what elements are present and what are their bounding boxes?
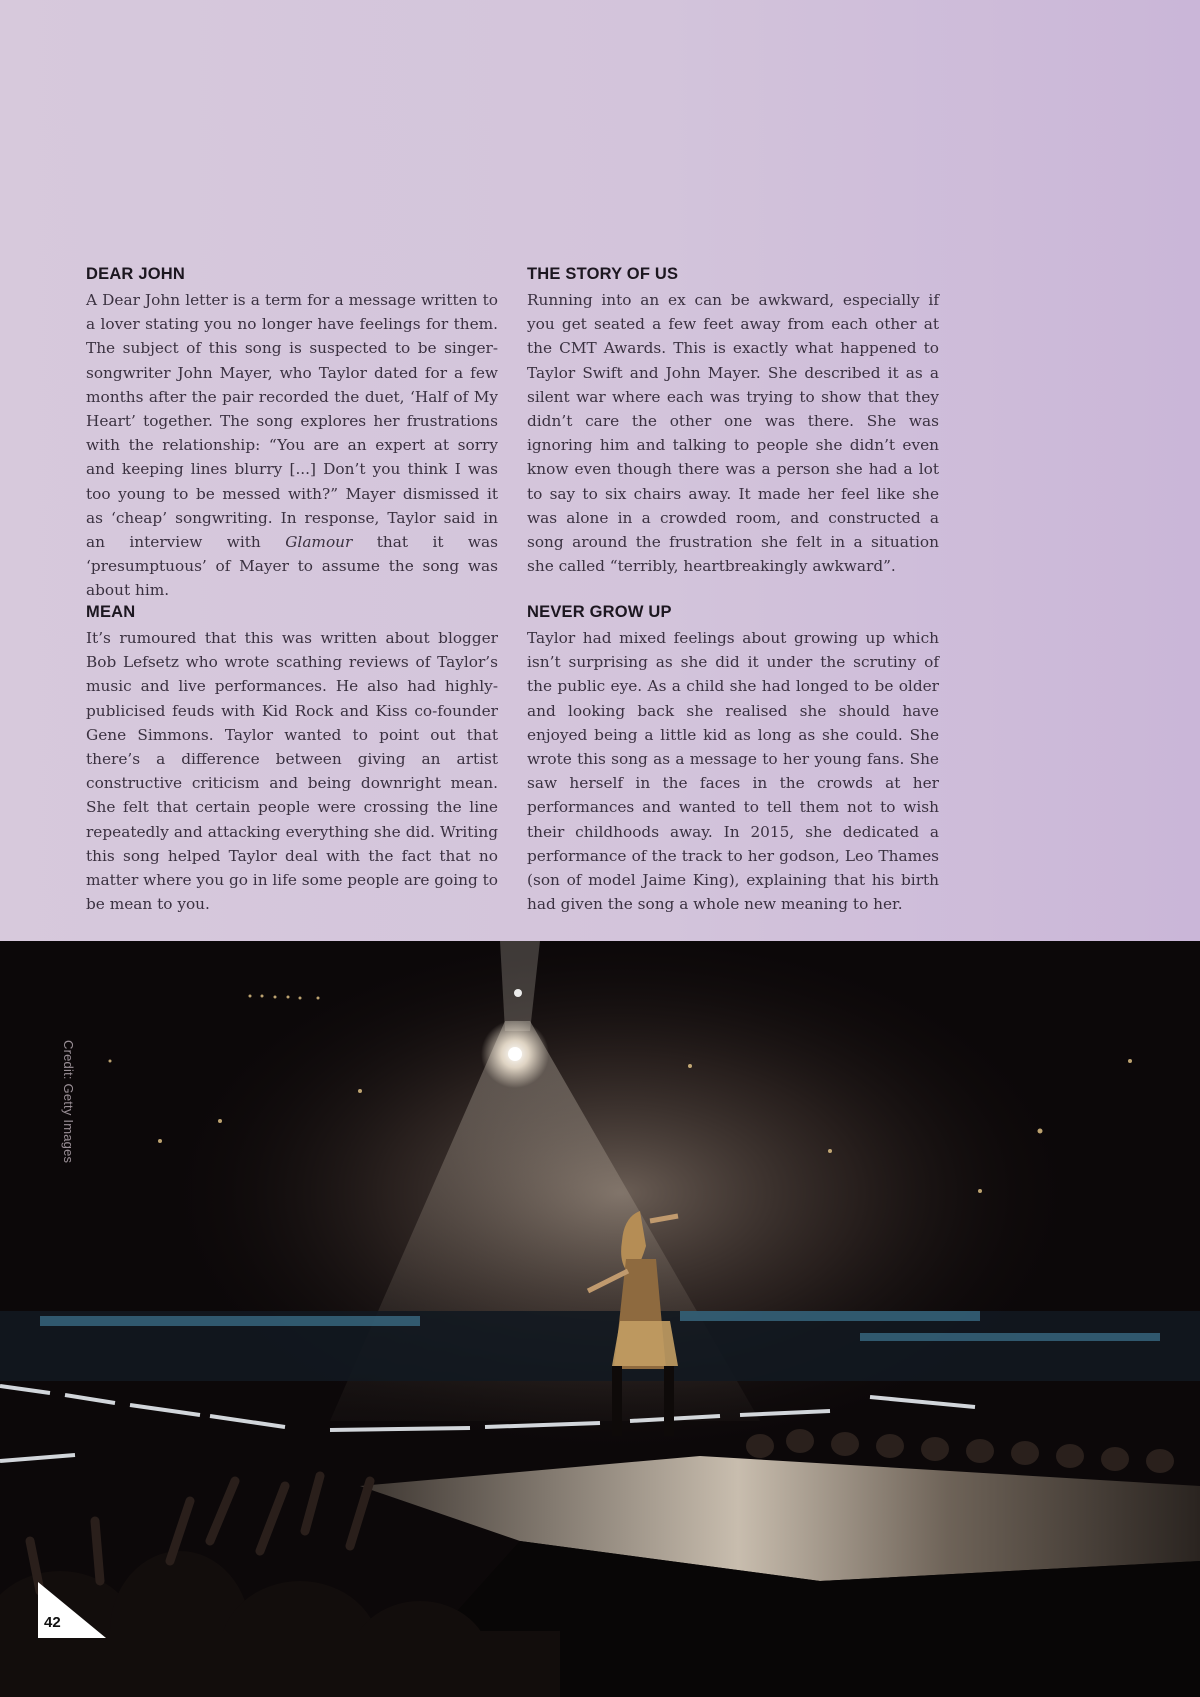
section-the-story-of-us [527, 264, 939, 578]
concert-photo [0, 941, 1200, 1697]
section-dear-john [86, 264, 498, 603]
heading-mean: MEAN [86, 603, 136, 621]
photo-credit: Credit: Getty Images [61, 1040, 76, 1164]
heading-the-story-of-us: THE STORY OF US [527, 265, 679, 283]
heading-dear-john: DEAR JOHN [86, 265, 185, 283]
concert-photo-illustration [0, 941, 1200, 1697]
page-number-badge [38, 1582, 106, 1638]
body-the-story-of-us: Running into an ex can be awkward, especially if you get seated a few feet away from each other at the CMT Awards. This is exactly what happened to Taylor Swift and John Mayer. She described it as a silent war where each was trying to show that they didn’t care the other one was there. She was ignoring him and talking to people she didn’t even know even though there was a person she had a lot to say to six chairs away. It made her feel like she was alone in a crowded room, and constructed a song around the frustration she felt in a situation she called “terribly, heartbreakingly awkward”. [527, 291, 939, 576]
body-never-grow-up: Taylor had mixed feelings about growing up which isn’t surprising as she did it under the scrutiny of the public eye. As a child she had longed to be older and looking back she realised she should have enjoyed being a little kid as long as she could. She wrote this song as a message to her young fans. She saw herself in the faces in the crowds at her performances and wanted to tell them not to wish their childhoods away. In 2015, she dedicated a performance of the track to her godson, Leo Thames (son of model Jaime King), explaining that his birth had given the song a whole new meaning to her. [527, 629, 939, 914]
body-dear-john-part-1: A Dear John letter is a term for a message written to a lover stating you no longer have feelings for them. The subject of this song is suspected to be singer-songwriter John Mayer, who Taylor dated for a few months after the pair recorded the duet, ‘Half of My Heart’ together. The song explores her frustrations with the relationship: “You are an expert at sorry and keeping lines blurry [...] Don’t you think I was too young to be messed with?” Mayer dismissed it as ‘cheap’ songwriting. In response, Taylor said in an interview with [86, 291, 498, 552]
page-number: 42 [44, 1614, 61, 1631]
body-mean: It’s rumoured that this was written about blogger Bob Lefsetz who wrote scathing reviews of Taylor’s music and live performances. He also had highly-publicised feuds with Kid Rock and Kiss co-founder Gene Simmons. Taylor wanted to point out that there’s a difference between giving an artist constructive criticism and being downright mean. She felt that certain people were crossing the line repeatedly and attacking everything she did. Writing this song helped Taylor deal with the fact that no matter where you go in life some people are going to be mean to you. [86, 629, 499, 914]
magazine-name-glamour: Glamour [285, 533, 353, 552]
heading-never-grow-up: NEVER GROW UP [527, 603, 672, 621]
body-dear-john [86, 288, 498, 603]
body-dear-john-part-2: that it was ‘presumptuous’ of Mayer to assume the song was about him. [86, 533, 498, 600]
section-never-grow-up [527, 602, 939, 916]
section-mean [86, 602, 498, 916]
